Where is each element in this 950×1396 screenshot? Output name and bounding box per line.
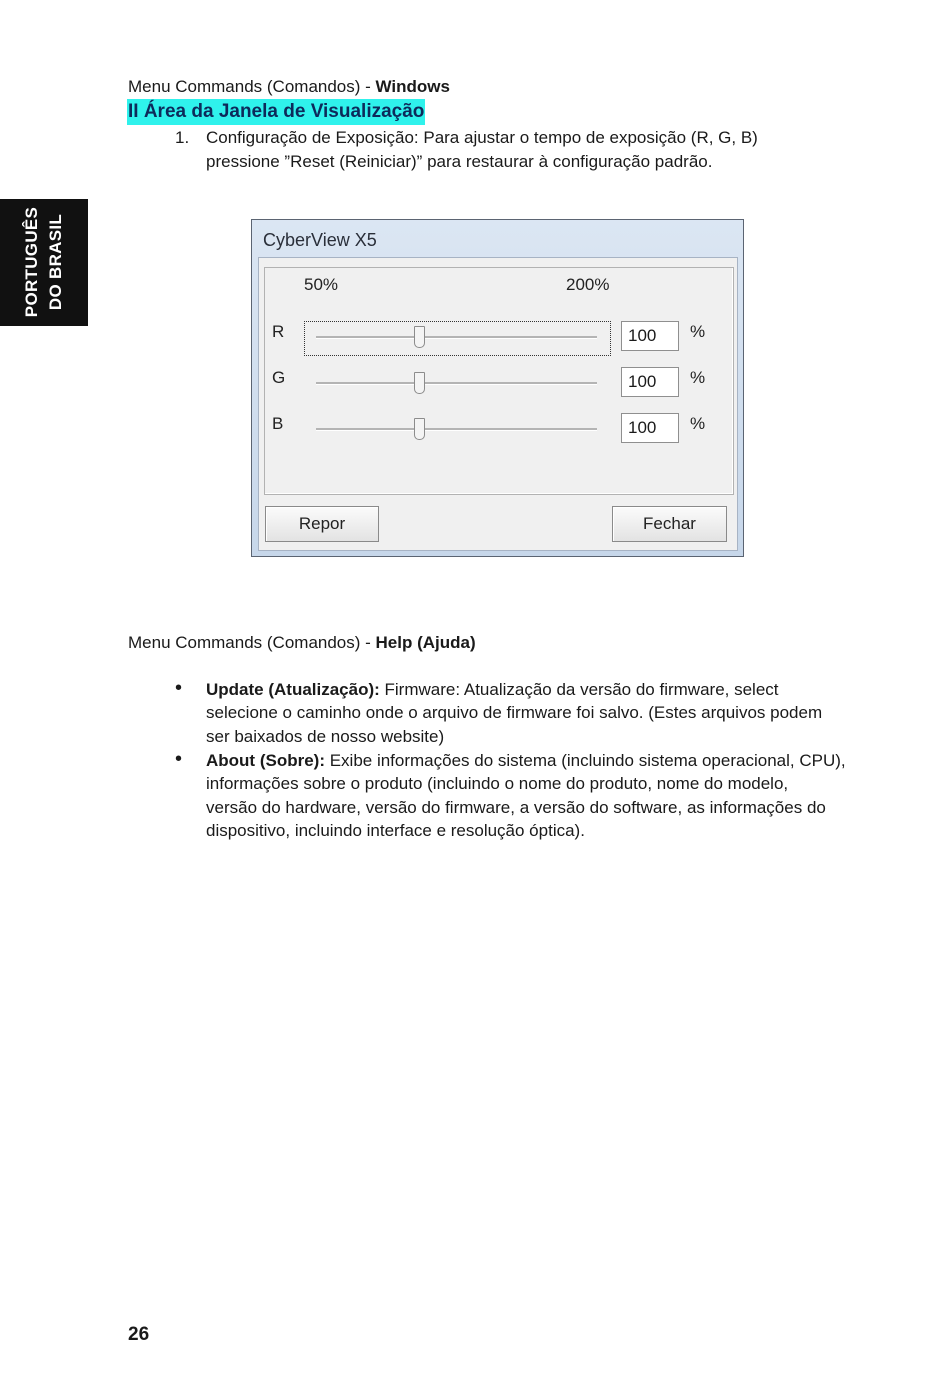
channel-label-g: G (272, 368, 286, 387)
reset-button[interactable]: Repor (265, 506, 379, 542)
update-label: Update (Atualização): (206, 680, 380, 699)
about-line4: dispositivo, incluindo interface e resolução óptica). (206, 821, 585, 840)
channel-label-b: B (272, 414, 284, 433)
max-percent-label: 200% (566, 275, 610, 294)
menu-commands-windows-line (128, 75, 450, 99)
value-input-r[interactable]: 100 (621, 321, 679, 351)
slider-r-track[interactable] (316, 336, 597, 339)
menu-prefix-help: Menu Commands (Comandos) - (128, 633, 376, 652)
about-label: About (Sobre): (206, 751, 325, 770)
value-input-b[interactable]: 100 (621, 413, 679, 443)
unit-b: % (690, 414, 706, 433)
bullet-icon: • (175, 748, 183, 770)
value-input-g[interactable]: 100 (621, 367, 679, 397)
exposure-text-line2: pressione ”Reset (Reiniciar)” para restaurar à configuração padrão. (206, 152, 713, 171)
unit-g: % (690, 368, 706, 387)
slider-b-thumb[interactable] (414, 418, 425, 440)
list-number: 1. (175, 128, 190, 147)
update-line1 (206, 678, 779, 702)
update-line3: ser baixados de nosso website) (206, 727, 445, 746)
side-tab-line1: PORTUGUÊS (22, 206, 41, 318)
menu-help-label: Help (Ajuda) (375, 633, 476, 652)
update-line1-text: Firmware: Atualização da versão do firmware, select (379, 680, 779, 699)
slider-g-track[interactable] (316, 382, 597, 385)
dialog-title: CyberView X5 (263, 230, 377, 250)
page-number: 26 (128, 1324, 150, 1345)
language-side-tab (0, 199, 88, 326)
channel-label-r: R (272, 322, 285, 341)
section-heading: II Área da Janela de Visualização (127, 99, 425, 125)
menu-prefix: Menu Commands (Comandos) - (128, 77, 376, 96)
slider-g-thumb[interactable] (414, 372, 425, 394)
exposure-text-line1: Configuração de Exposição: Para ajustar o tempo de exposição (R, G, B) (206, 128, 758, 147)
menu-windows-label: Windows (375, 77, 450, 96)
bullet-icon: • (175, 677, 183, 699)
min-percent-label: 50% (304, 275, 339, 294)
cyberview-dialog (251, 219, 744, 557)
about-line3: versão do hardware, versão do firmware, a versão do software, as informações do (206, 798, 826, 817)
menu-commands-help-line (128, 631, 476, 655)
slider-b-track[interactable] (316, 428, 597, 431)
about-line1-text: Exibe informações do sistema (incluindo sistema operacional, CPU), (324, 751, 846, 770)
close-button[interactable]: Fechar (612, 506, 727, 542)
side-tab-line2: DO BRASIL (46, 213, 65, 311)
slider-r-thumb[interactable] (414, 326, 425, 348)
update-line2: selecione o caminho onde o arquivo de firmware foi salvo. (Estes arquivos podem (206, 703, 823, 722)
about-line1 (206, 749, 846, 773)
unit-r: % (690, 322, 706, 341)
dialog-client-area (258, 257, 738, 551)
about-line2: informações sobre o produto (incluindo o nome do produto, nome do modelo, (206, 774, 789, 793)
